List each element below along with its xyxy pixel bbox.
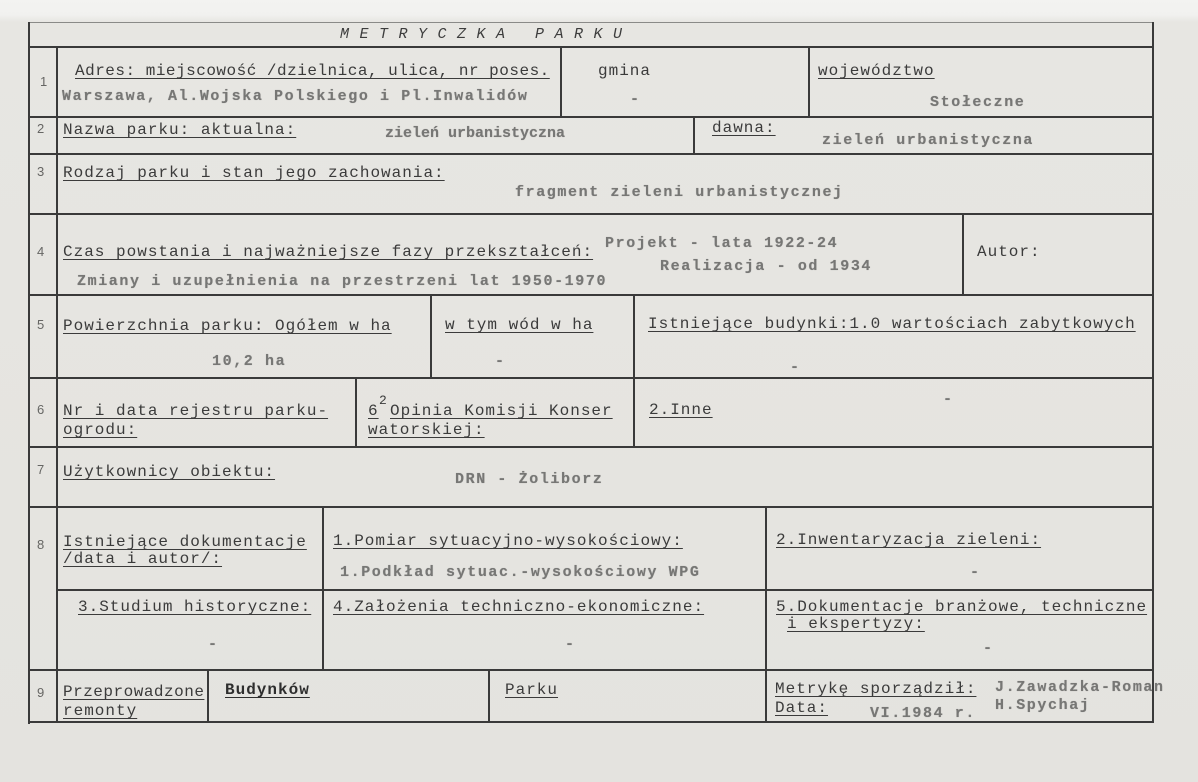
author-label: Autor: — [977, 243, 1041, 261]
industry-docs-label-line1: 5.Dokumentacje branżowe, techniczne — [776, 598, 1148, 616]
row-number: 6 — [37, 402, 45, 417]
water-area-label: w tym wód w ha — [445, 316, 594, 334]
form-title: METRYCZKA PARKU — [340, 26, 633, 43]
row-divider — [29, 213, 1154, 215]
techno-economic-value: - — [565, 636, 576, 653]
gmina-label: gmina — [598, 62, 652, 80]
row-divider — [29, 294, 1154, 296]
greenery-inventory-value: - — [970, 564, 981, 581]
other-value: - — [943, 391, 954, 408]
park-type-value: fragment zieleni urbanistycznej — [515, 184, 844, 201]
date-value: VI.1984 r. — [870, 705, 977, 722]
historical-study-label: 3.Studium historyczne: — [78, 598, 312, 616]
former-name-value: zieleń urbanistyczna — [822, 132, 1035, 149]
existing-docs-label-line2: /data i autor/: — [63, 550, 223, 568]
row-number: 3 — [37, 164, 45, 179]
table-right-border — [1152, 22, 1154, 723]
realization-value: Realizacja - od 1934 — [660, 258, 873, 275]
prepared-by-value-line1: J.Zawadzka-Roman — [995, 679, 1165, 696]
opinion-label-line1: Opinia Komisji Konser — [390, 402, 613, 420]
cell-divider — [693, 116, 695, 155]
cell-divider — [488, 669, 490, 723]
table-left-border — [28, 22, 30, 724]
opinion-number: 6 — [368, 402, 379, 420]
cell-divider — [207, 669, 209, 723]
number-column-divider — [56, 46, 58, 723]
header-divider — [29, 46, 1154, 48]
row-number: 1 — [40, 74, 48, 89]
row-divider — [29, 506, 1154, 508]
row-number: 7 — [37, 462, 45, 477]
cell-divider — [765, 506, 767, 671]
row8-subdivider — [56, 589, 1154, 591]
existing-docs-label-line1: Istniejące dokumentacje — [63, 533, 307, 551]
cell-divider — [560, 46, 562, 118]
cell-divider — [633, 377, 635, 448]
row-number: 8 — [37, 537, 45, 552]
cell-divider — [962, 213, 964, 296]
table-top-border — [29, 22, 1154, 23]
area-label: Powierzchnia parku: Ogółem w ha — [63, 317, 392, 335]
voivodeship-value: Stołeczne — [930, 94, 1026, 111]
repairs-label-line1: Przeprowadzone — [63, 683, 205, 701]
historical-study-value: - — [208, 636, 219, 653]
cell-divider — [355, 377, 357, 448]
historic-buildings-label: Istniejące budynki:1.0 wartościach zabytkowych — [648, 315, 1136, 333]
prepared-by-value-line2: H.Spychaj — [995, 697, 1091, 714]
opinion-superscript: 2 — [379, 393, 388, 408]
survey-value: 1.Podkład sytuac.-wysokościowy WPG — [340, 564, 701, 581]
water-area-value: - — [495, 353, 506, 370]
survey-label: 1.Pomiar sytuacyjno-wysokościowy: — [333, 532, 683, 550]
project-value: Projekt - lata 1922-24 — [605, 235, 839, 252]
address-value: Warszawa, Al.Wojska Polskiego i Pl.Inwalidów — [62, 88, 529, 105]
repairs-label-line2: remonty — [63, 702, 138, 720]
row-number: 9 — [37, 685, 45, 700]
current-name-value: zieleń urbanistyczna — [385, 125, 566, 142]
table-bottom-border — [29, 721, 1154, 723]
cell-divider — [430, 294, 432, 379]
row-divider — [29, 446, 1154, 448]
users-value: DRN - Żoliborz — [455, 471, 604, 488]
industry-docs-label-line2: i ekspertyzy: — [787, 615, 925, 633]
current-name-label: Nazwa parku: aktualna: — [63, 121, 297, 139]
cell-divider — [765, 669, 767, 723]
cell-divider — [633, 294, 635, 379]
other-label: 2.Inne — [649, 401, 713, 419]
history-label: Czas powstania i najważniejsze fazy przekształceń: — [63, 243, 594, 261]
address-label: Adres: miejscowość /dzielnica, ulica, nr poses. — [75, 62, 550, 80]
register-label-line2: ogrodu: — [63, 421, 138, 439]
users-label: Użytkownicy obiektu: — [63, 463, 276, 481]
techno-economic-label: 4.Założenia techniczno-ekonomiczne: — [333, 598, 705, 616]
prepared-by-label: Metrykę sporządził: — [775, 680, 977, 698]
historic-buildings-value: - — [790, 359, 801, 376]
row-number: 4 — [37, 244, 45, 259]
gmina-value: - — [630, 91, 641, 108]
row-number: 2 — [37, 121, 45, 136]
former-name-label: dawna: — [712, 119, 776, 137]
row-divider — [29, 153, 1154, 155]
park-repairs-label: Parku — [505, 681, 559, 699]
date-label: Data: — [775, 699, 829, 717]
greenery-inventory-label: 2.Inwentaryzacja zieleni: — [776, 531, 1042, 549]
cell-divider — [322, 506, 324, 671]
register-label-line1: Nr i data rejestru parku- — [63, 402, 329, 420]
row-number: 5 — [37, 317, 45, 332]
voivodeship-label: województwo — [818, 62, 935, 80]
changes-value: Zmiany i uzupełnienia na przestrzeni lat 1950-1970 — [77, 273, 608, 290]
buildings-repairs-label: Budynków — [225, 681, 310, 699]
industry-docs-value: - — [983, 640, 994, 657]
row-divider — [29, 377, 1154, 379]
park-type-label: Rodzaj parku i stan jego zachowania: — [63, 164, 445, 182]
opinion-label-line2: watorskiej: — [368, 421, 485, 439]
row-divider — [29, 116, 1154, 118]
area-value: 10,2 ha — [212, 353, 287, 370]
cell-divider — [808, 46, 810, 118]
row-divider — [29, 669, 1154, 671]
